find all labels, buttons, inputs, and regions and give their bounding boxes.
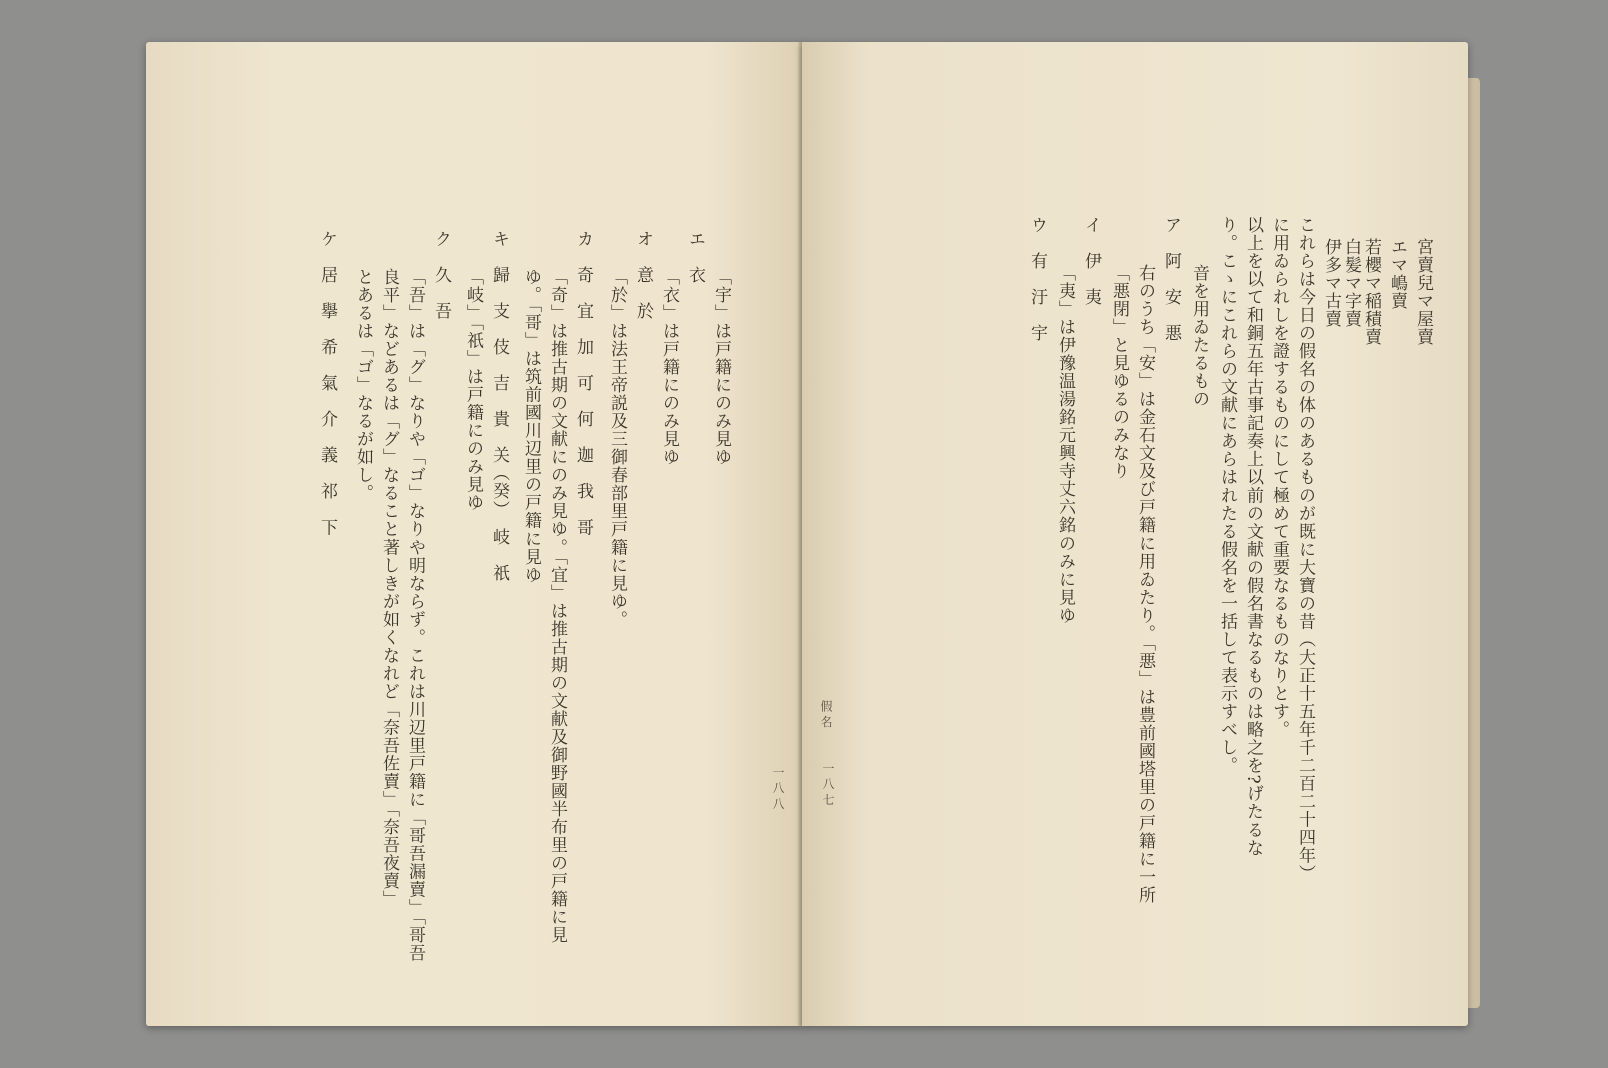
left-line-5: 「於」は法王帝説及三御春部里戸籍に見ゆ。 bbox=[607, 268, 627, 629]
left-line-15: ケ 居 擧 希 氣 介 義 祁 下 bbox=[317, 230, 337, 537]
left-line-7: 「奇」は推古期の文献にのみ見ゆ。「宜」は推古期の文献及御野國半布里の戸籍に見 bbox=[547, 268, 567, 945]
left-line-11: ク 久 吾 bbox=[431, 230, 451, 321]
right-line-7: に用ゐられしを證するものにして極めて重要なるものなりとす。 bbox=[1269, 216, 1289, 739]
right-line-2: エマ嶋賣 bbox=[1387, 238, 1407, 311]
right-line-13: 「悪閉」と見ゆるのみなり bbox=[1109, 264, 1129, 481]
right-line-3: 若櫻マ稲積賣 bbox=[1361, 238, 1381, 347]
left-page bbox=[146, 42, 802, 1026]
right-line-14: イ 伊 夷 bbox=[1081, 216, 1101, 307]
right-line-10: 音を用ゐたるもの bbox=[1189, 264, 1209, 409]
left-line-12: 「吾」は「グ」なりや「ゴ」なりや明ならず。これは川辺里戸籍に「哥吾漏賣」「哥吾 bbox=[405, 268, 425, 963]
right-line-11: ア 阿 安 悪 bbox=[1161, 216, 1181, 343]
right-page bbox=[802, 42, 1468, 1026]
folio-label: 假名 bbox=[819, 700, 833, 732]
left-line-1: 「宇」は戸籍にのみ見ゆ bbox=[711, 268, 731, 467]
right-line-8: 以上を以て和銅五年古事記奏上以前の文献の假名書なるものは略之を?げたるな bbox=[1243, 216, 1263, 857]
right-line-15: 「夷」は伊豫温湯銘元興寺丈六銘のみに見ゆ bbox=[1055, 264, 1075, 625]
left-line-6: カ 奇 宜 加 可 何 迦 我 哥 bbox=[573, 230, 593, 537]
left-line-9: キ 歸 支 伎 吉 貴 关（癸） 岐 祇 bbox=[489, 230, 509, 582]
left-line-10: 「岐」「祇」は戸籍にのみ見ゆ bbox=[463, 268, 483, 512]
right-line-16: ウ 有 汙 宇 bbox=[1027, 216, 1047, 343]
left-page-number: 一八八 bbox=[771, 766, 785, 813]
right-line-9: り。こゝにこれらの文献にあらはれたる假名を一括して表示すべし。 bbox=[1217, 216, 1237, 775]
right-line-12: 右のうち「安」は金石文及び戸籍に用ゐたり。「悪」は豊前國塔里の戸籍に一所 bbox=[1135, 264, 1155, 905]
right-line-1: 宮賣兒マ屋賣 bbox=[1413, 238, 1433, 347]
right-page-number: 一八七 bbox=[821, 762, 835, 809]
right-line-5: 伊多マ古賣 bbox=[1321, 238, 1341, 329]
right-line-6: これらは今日の假名の体のあるものが既に大寶の昔（大正十五年千二百二十四年） bbox=[1295, 216, 1315, 883]
left-line-3: 「衣」は戸籍にのみ見ゆ bbox=[659, 268, 679, 467]
left-line-8: ゆ。「哥」は筑前國川辺里の戸籍に見ゆ bbox=[521, 268, 541, 584]
left-line-2: エ 衣 bbox=[685, 230, 705, 285]
left-line-13: 良平」などあるは「グ」なること著しきが如くなれど「奈吾佐賣」「奈吾夜賣」 bbox=[379, 268, 399, 909]
right-line-4: 白髪マ字賣 bbox=[1341, 238, 1361, 329]
left-line-4: オ 意 於 bbox=[633, 230, 653, 321]
left-line-14: とあるは「ゴ」なるが如し。 bbox=[353, 268, 373, 503]
